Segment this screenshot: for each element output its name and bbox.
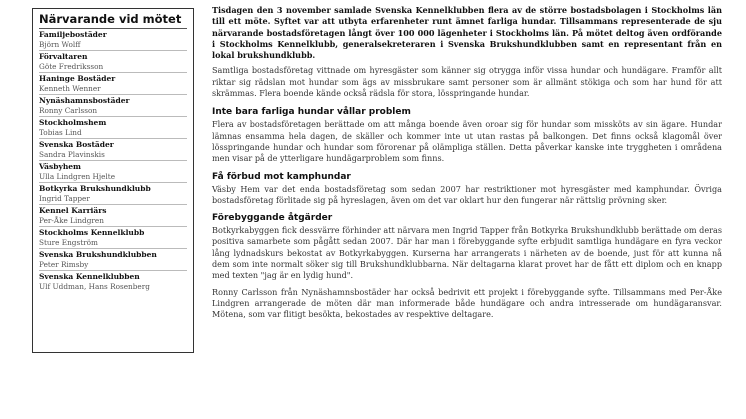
attendee-entry (39, 204, 187, 226)
attendee-organization: Nynäshamnsbostäder (39, 96, 130, 105)
attendee-entry (39, 50, 187, 72)
attendee-person: Ulla Lindgren Hjelte (39, 171, 116, 181)
attendee-entry (39, 72, 187, 94)
attendee-person: Ingrid Tapper (39, 193, 90, 203)
attendee-organization: Förvaltaren (39, 52, 88, 61)
attendee-person: Per-Åke Lindgren (39, 215, 104, 225)
article (212, 5, 722, 328)
attendee-person: Björn Wolff (39, 39, 81, 49)
attendee-person: Ronny Carlsson (39, 105, 98, 115)
attendee-organization: Familjebostäder (39, 30, 107, 39)
section-paragraph: Ronny Carlsson från Nynäshamnsbostäder har också bedrivit ett projekt i förebyggande syfte. Tillsammans med Per-Åke Lindgren arrangerade de möten där man informerade både hundägare och andra intresserade om hundägaransvar. Mötena, som var flitigt besökta, bekostades av respektive deltagare. (212, 286, 722, 320)
attendees-box (32, 8, 194, 353)
attendee-organization: Stockholmshem (39, 118, 107, 127)
attendee-organization: Svenska Kennelklubben (39, 272, 140, 281)
lead-paragraph: Tisdagen den 3 november samlade Svenska Kennelklubben flera av de större bostadsbolagen i Stockholms län till ett möte. Syftet var att utbyta erfarenheter runt ämnet farliga hundar. Tillsammans representerade de sju närvarande bostadsföretagen långt över 100 000 lägenheter i Stockholms län. På mötet deltog även ordförande i Stockholms Kennelklubb, generalsekreteraren i Svenska Brukshundklubben samt en representant från en lokal brukshundklubb. (212, 5, 722, 61)
attendee-organization: Botkyrka Brukshundklubb (39, 184, 151, 193)
attendee-person: Kenneth Wenner (39, 83, 101, 93)
section-heading: Inte bara farliga hundar vållar problem (212, 107, 411, 118)
article-section (212, 107, 722, 164)
attendee-organization: Svenska Brukshundklubben (39, 250, 157, 259)
attendee-person: Sture Engström (39, 237, 98, 247)
attendees-title: Närvarande vid mötet (39, 12, 182, 26)
attendee-person: Tobias Lind (39, 127, 82, 137)
section-heading: Förebyggande åtgärder (212, 213, 333, 224)
intro-paragraph: Samtliga bostadsföretag vittnade om hyresgäster som känner sig otrygga inför vissa hundar och hundägare. Framför allt riktar sig rädslan mot hundar som ägs av missbrukare samt personer som är allmänt stökiga och som har hund för att skrämmas. Flera boende kände också rädsla för stora, lösspringande hundar. (212, 65, 722, 99)
section-paragraph: Väsby Hem var det enda bostadsföretag som sedan 2007 har restriktioner mot hyresgäster med kamphundar. Övriga bostadsföretag förlitade sig på hyreslagen, även om det var oklart hur den fungerar när rättslig prövning sker. (212, 183, 722, 205)
attendee-entry (39, 248, 187, 270)
attendee-organization: Haninge Bostäder (39, 74, 116, 83)
attendee-organization: Väsbyhem (39, 162, 81, 171)
section-paragraph: Botkyrkabyggen fick dessvärre förhinder att närvara men Ingrid Tapper från Botkyrka Brukshundklubb berättade om deras positiva samarbete som pågått sedan 2007. Där har man i förebyggande syfte erbjudit samtliga hundägare en fyra veckor lång lydnadskurs bekostat av Botkyrkabyggen. Kurserna har arrangerats i närheten av de boende, just för att kunna nå dem som inte normalt söker sig till Brukshundklubbarna. När deltagarna klarat provet har de fått ett diplom och en knapp med texten "jag är en lydig hund". (212, 225, 722, 281)
attendees-list (39, 28, 187, 292)
attendee-organization: Kennel Karriärs (39, 206, 107, 215)
attendee-entry (39, 160, 187, 182)
section-paragraph: Flera av bostadsföretagen berättade om att många boende även oroar sig för hundar som missköts av sin ägare. Hundar lämnas ensamma hela dagen, de skäller och kommer inte ut utan rastas på balkongen. Det finns också klagomål över lösspringande hundar och hundar som förorenar på olämpliga ställen. Detta påverkar kanske inte tryggheten i områdena men visar på de ytterligare hundägarproblem som finns. (212, 119, 722, 164)
attendee-organization: Svenska Bostäder (39, 140, 114, 149)
article-section (212, 172, 722, 207)
attendee-entry (39, 270, 187, 292)
attendee-person: Peter Rimsby (39, 259, 89, 269)
attendee-entry (39, 182, 187, 204)
section-heading: Få förbud mot kamphundar (212, 171, 351, 182)
attendee-person: Göte Fredriksson (39, 61, 104, 71)
attendee-entry (39, 226, 187, 248)
attendee-person: Sandra Plavinskis (39, 149, 105, 159)
attendee-entry (39, 116, 187, 138)
attendee-organization: Stockholms Kennelklubb (39, 228, 145, 237)
article-section (212, 213, 722, 320)
attendee-entry (39, 94, 187, 116)
attendee-entry (39, 28, 187, 50)
attendee-entry (39, 138, 187, 160)
attendee-person: Ulf Uddman, Hans Rosenberg (39, 281, 150, 291)
article-sections (212, 107, 722, 320)
